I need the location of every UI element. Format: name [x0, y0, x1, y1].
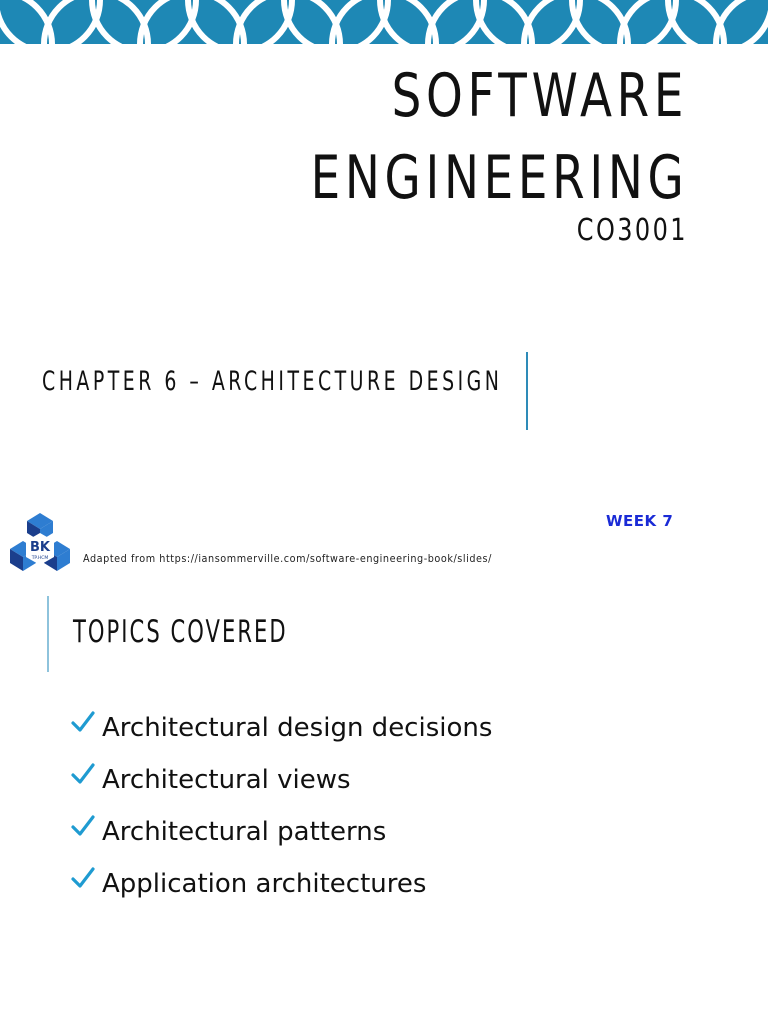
title-line-engineering: ENGINEERING	[310, 143, 688, 213]
topic-text: Architectural patterns	[102, 817, 387, 847]
topics-divider	[47, 596, 49, 672]
checkmark-icon	[70, 709, 96, 735]
topic-item	[70, 702, 492, 754]
topic-text: Architectural views	[102, 765, 351, 795]
course-code: CO3001	[576, 213, 688, 248]
topic-item	[70, 858, 492, 910]
title-line-software: SOFTWARE	[391, 61, 688, 131]
topics-heading: TOPICS COVERED	[73, 614, 288, 650]
decorative-banner	[0, 0, 768, 44]
attribution-text: Adapted from https://iansommerville.com/software-engineering-book/slides/	[83, 553, 492, 565]
topic-item	[70, 806, 492, 858]
checkmark-icon	[70, 813, 96, 839]
chapter-divider	[526, 352, 528, 430]
checkmark-icon	[70, 865, 96, 891]
topic-text: Application architectures	[102, 869, 427, 899]
logo-subtext: TP.HCM	[31, 556, 49, 561]
chapter-title: CHAPTER 6 – ARCHITECTURE DESIGN	[42, 366, 503, 397]
bk-university-logo	[9, 511, 71, 575]
topic-text: Architectural design decisions	[102, 713, 493, 743]
topic-item	[70, 754, 492, 806]
checkmark-icon	[70, 761, 96, 787]
week-label: WEEK 7	[606, 512, 674, 530]
topics-list	[70, 702, 492, 910]
logo-text: BK	[30, 540, 50, 555]
